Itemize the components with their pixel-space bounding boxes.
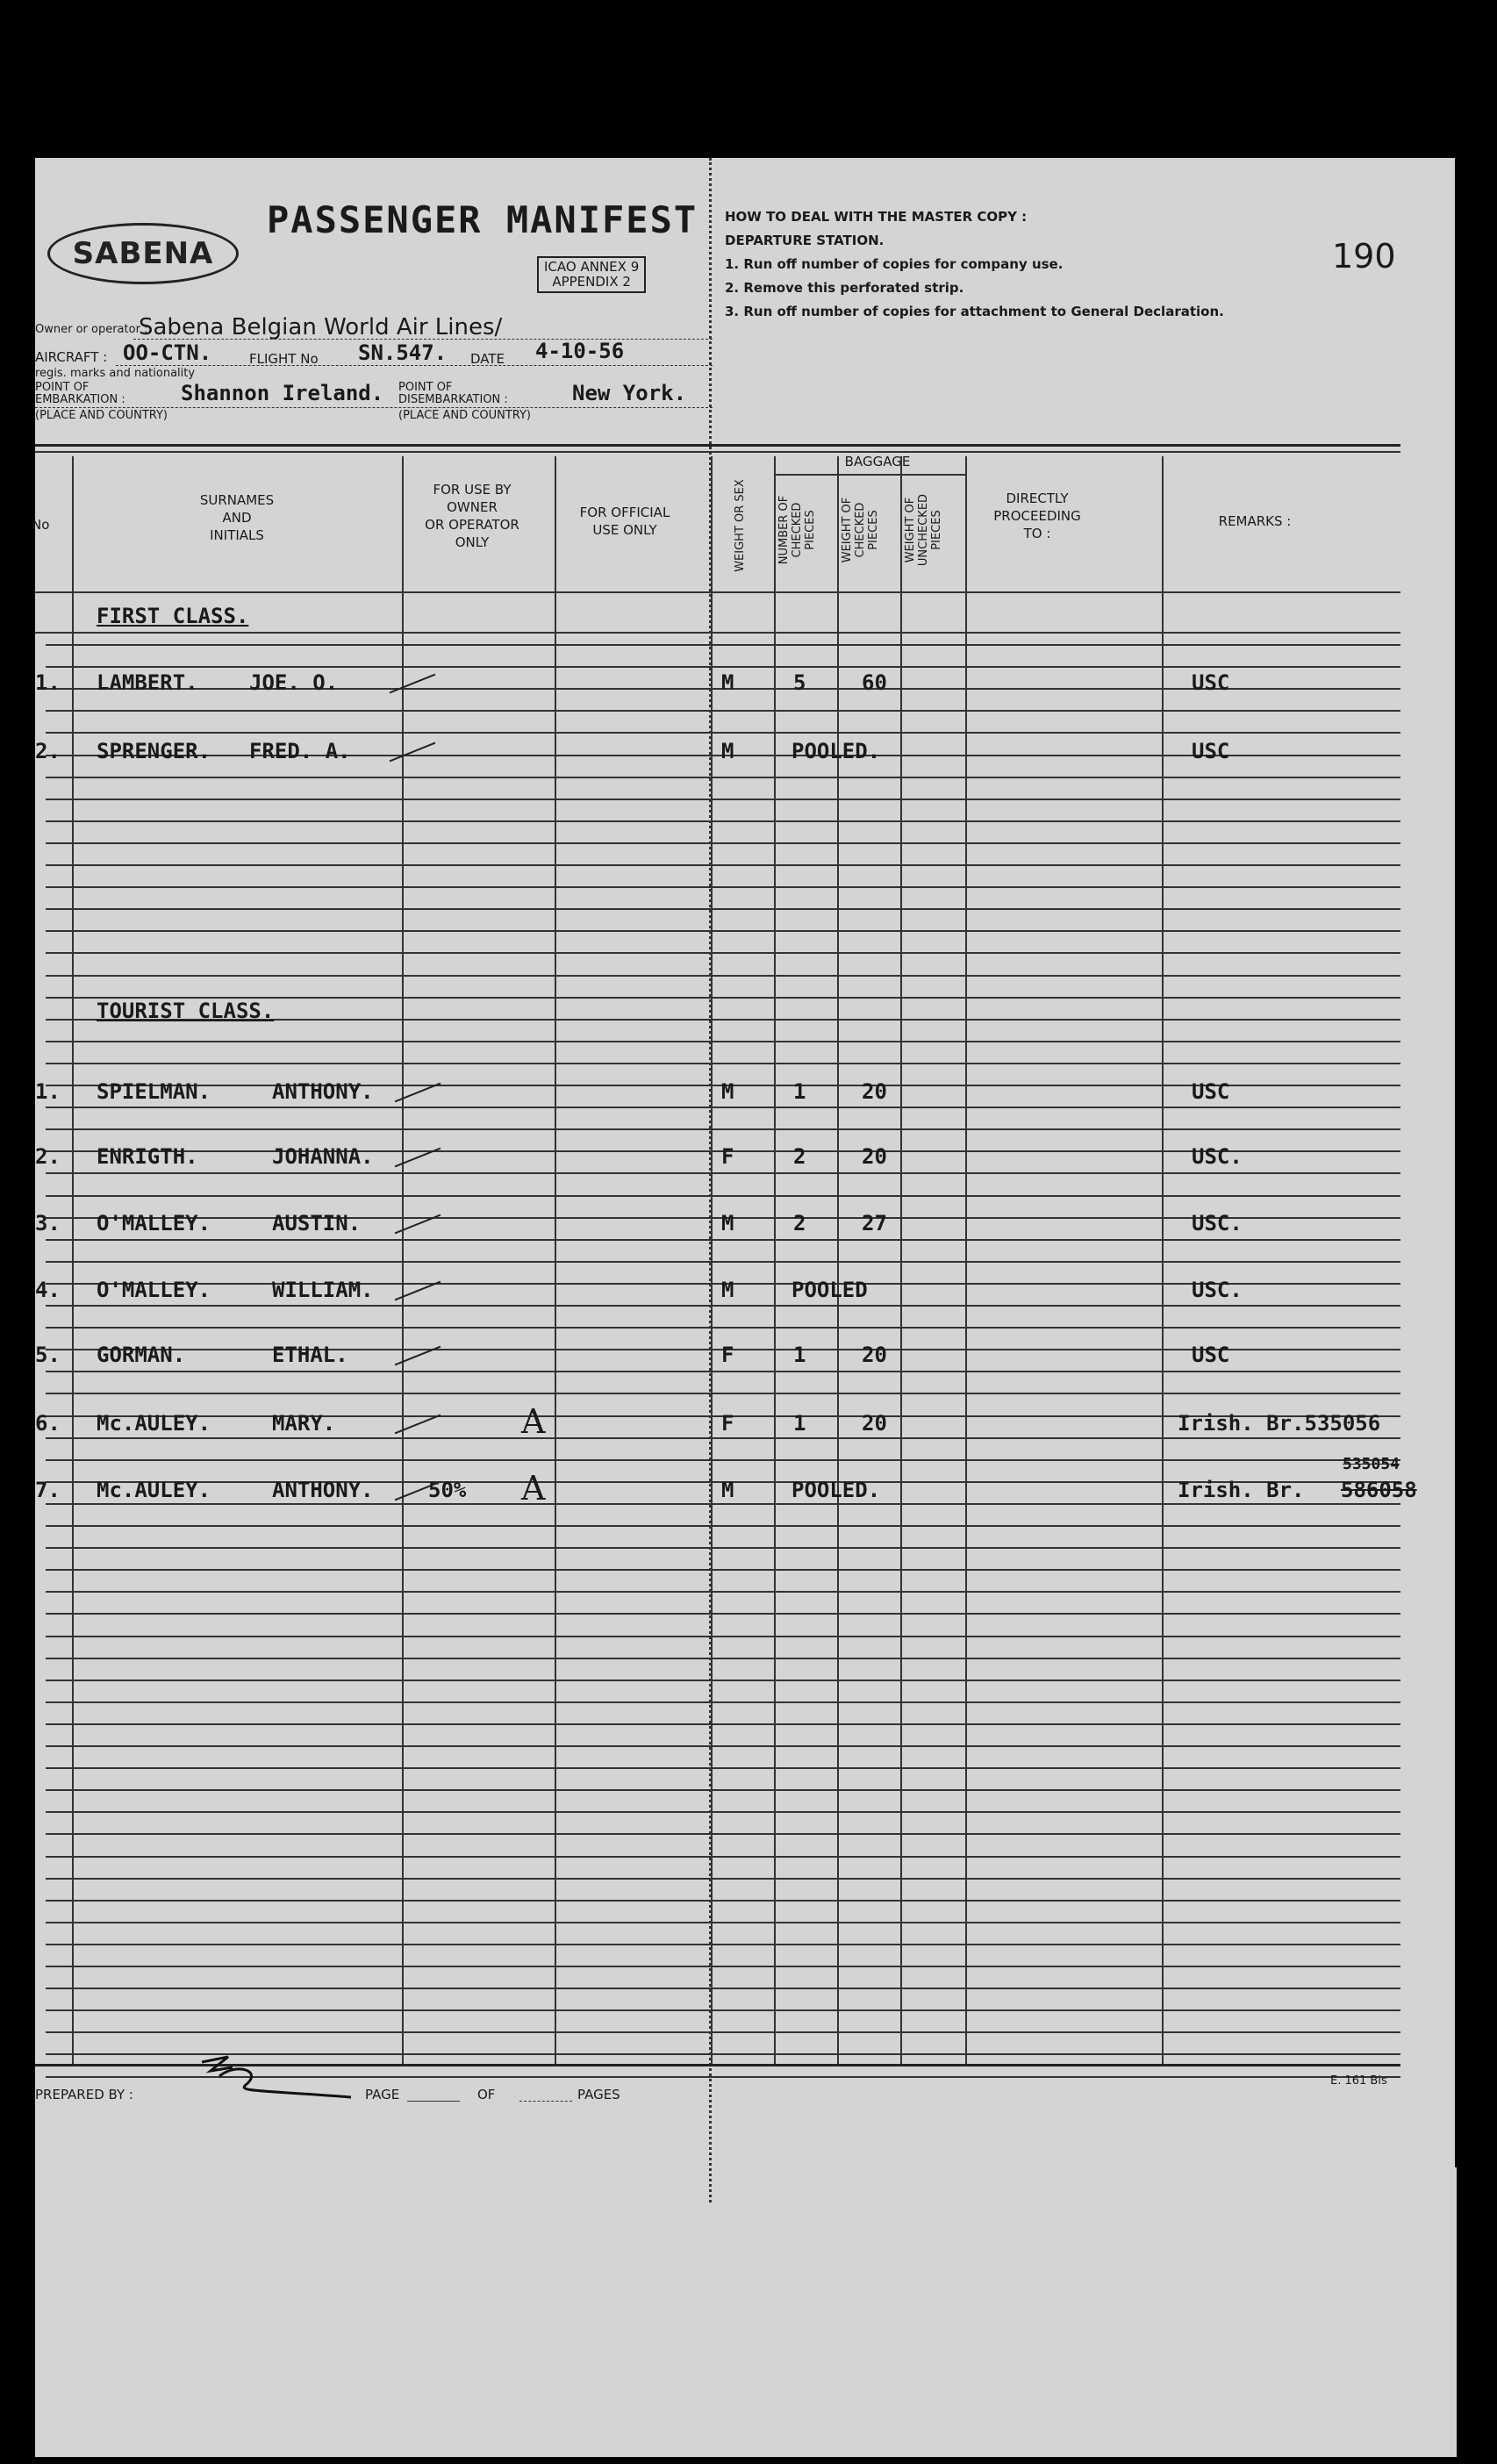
passenger-sex: M [721, 1079, 734, 1104]
passenger-given-name: WILLIAM. [272, 1278, 374, 1302]
disembark-label-2: DISEMBARKATION : [398, 393, 508, 406]
flight-value: SN.547. [358, 340, 448, 365]
passenger-no: 5. [35, 1343, 61, 1367]
passenger-surname: ENRIGTH. [97, 1144, 198, 1169]
instructions-heading: HOW TO DEAL WITH THE MASTER COPY : [725, 209, 1028, 225]
instructions-step-2: 2. Remove this perforated strip. [725, 280, 964, 296]
row-rule [46, 886, 1400, 888]
section-rule [35, 632, 1400, 634]
row-rule [46, 710, 1400, 712]
section-tourist-class: TOURIST CLASS. [97, 999, 275, 1023]
embark-label-1: POINT OF [35, 381, 90, 394]
page-label: PAGE [365, 2087, 400, 2102]
passenger-sex: F [721, 1411, 734, 1436]
column-rule [774, 456, 776, 2064]
passenger-remarks: USC. [1192, 1211, 1243, 1236]
operator-label: Owner or operator : [35, 323, 148, 336]
passenger-given-name: JOHANNA. [272, 1144, 374, 1169]
form-code: E. 161 Bis [1330, 2074, 1387, 2088]
row-rule [46, 1745, 1400, 1747]
passenger-remarks: Irish. Br. [1178, 1478, 1305, 1502]
aircraft-value: OO-CTN. [123, 340, 212, 365]
baggage-weight: 27 [862, 1211, 887, 1236]
section-rule [35, 591, 1400, 593]
annex-box [537, 256, 646, 293]
row-rule [46, 908, 1400, 910]
baggage-pieces: 2 [793, 1211, 806, 1236]
col-surnames: SURNAMES AND INITIALS [199, 492, 275, 543]
row-rule [46, 799, 1400, 800]
row-rule [46, 1041, 1400, 1042]
passenger-no: 1. [35, 670, 61, 695]
passenger-surname: LAMBERT. [97, 670, 198, 695]
row-rule [46, 1371, 1400, 1372]
passenger-given-name: AUSTIN. [272, 1211, 362, 1236]
disembark-label-1: POINT OF [398, 381, 453, 394]
passenger-sex: M [721, 1211, 734, 1236]
paper-edge [1395, 2167, 1457, 2457]
passenger-sex: F [721, 1144, 734, 1169]
passenger-surname: Mc.AULEY. [97, 1478, 211, 1502]
page-title: PASSENGER MANIFEST [267, 198, 698, 241]
operator-value: Sabena Belgian World Air Lines/ [139, 314, 503, 340]
passenger-no: 4. [35, 1278, 61, 1302]
row-rule [46, 644, 1400, 646]
embark-sub: (PLACE AND COUNTRY) [35, 409, 168, 422]
row-rule [46, 777, 1400, 778]
baggage-weight: 20 [862, 1343, 887, 1367]
passenger-sex: M [721, 670, 734, 695]
passenger-sex: M [721, 739, 734, 763]
row-rule [46, 820, 1400, 822]
col-directly: DIRECTLY PROCEEDING TO : [993, 491, 1081, 541]
date-value: 4-10-56 [535, 339, 625, 363]
check-mark [390, 674, 436, 694]
column-rule [402, 456, 404, 2064]
baggage-pooled: POOLED. [791, 739, 881, 763]
passenger-no: 6. [35, 1411, 61, 1436]
flight-label: FLIGHT No [249, 351, 319, 367]
baggage-weight: 60 [862, 670, 887, 695]
baggage-pieces: 1 [793, 1411, 806, 1436]
disembark-sub: (PLACE AND COUNTRY) [398, 409, 532, 422]
row-rule [46, 1636, 1400, 1637]
passenger-given-name: MARY. [272, 1411, 336, 1436]
passenger-remarks: USC [1192, 670, 1230, 695]
row-rule [46, 930, 1400, 932]
official-mark: A [521, 1469, 546, 1508]
row-rule [46, 1261, 1400, 1263]
disembark-value: New York. [572, 381, 687, 405]
passenger-remarks: USC. [1192, 1144, 1243, 1169]
row-rule [46, 1680, 1400, 1681]
col-owner: FOR USE BY OWNER OR OPERATOR ONLY [425, 482, 519, 550]
row-rule [46, 1988, 1400, 1989]
passenger-given-name: JOE. O. [249, 670, 339, 695]
page-number: 190 [1332, 237, 1396, 276]
row-rule [46, 1856, 1400, 1858]
passenger-surname: SPRENGER. [97, 739, 211, 763]
check-mark [390, 742, 436, 763]
col-baggage: BAGGAGE [844, 454, 911, 469]
instructions [725, 205, 1224, 324]
column-rule [837, 456, 839, 2064]
baggage-weight: 20 [862, 1411, 887, 1436]
row-rule [46, 1701, 1400, 1703]
column-rule [1162, 456, 1164, 2064]
col-no: No [32, 517, 50, 533]
row-rule [46, 1591, 1400, 1593]
baggage-weight: 20 [862, 1144, 887, 1169]
row-rule [46, 975, 1400, 977]
row-rule [46, 1437, 1400, 1439]
baggage-rule [774, 474, 965, 476]
row-rule [46, 1547, 1400, 1549]
passenger-remarks: USC. [1192, 1278, 1243, 1302]
row-rule [46, 1128, 1400, 1130]
instructions-step-1: 1. Run off number of copies for company use. [725, 256, 1064, 272]
passenger-remarks: USC [1192, 1079, 1230, 1104]
passenger-sex: F [721, 1343, 734, 1367]
col-remarks: REMARKS : [1218, 513, 1292, 529]
row-rule [46, 1878, 1400, 1880]
signature-image [184, 2036, 377, 2106]
row-rule [46, 1944, 1400, 1945]
column-rule [555, 456, 556, 2064]
prepared-label: PREPARED BY : [35, 2087, 133, 2102]
row-rule [46, 1833, 1400, 1835]
row-rule [46, 1525, 1400, 1527]
embark-value: Shannon Ireland. [181, 381, 384, 405]
passenger-given-name: ANTHONY. [272, 1478, 374, 1502]
row-rule [46, 1613, 1400, 1615]
row-rule [46, 2009, 1400, 2011]
row-rule [46, 952, 1400, 954]
passenger-surname: O'MALLEY. [97, 1211, 211, 1236]
remarks-above: 535054 [1343, 1455, 1400, 1473]
baggage-pieces: 1 [793, 1343, 806, 1367]
row-rule [46, 1767, 1400, 1769]
passenger-surname: O'MALLEY. [97, 1278, 211, 1302]
passenger-given-name: ETHAL. [272, 1343, 348, 1367]
row-rule [46, 864, 1400, 866]
column-rule [72, 456, 74, 2064]
passenger-surname: SPIELMAN. [97, 1079, 211, 1104]
col-wt-checked: WEIGHT OF CHECKED PIECES [841, 497, 880, 563]
row-rule [46, 1503, 1400, 1505]
row-rule [46, 1195, 1400, 1197]
row-rule [46, 666, 1400, 668]
pages-label: PAGES [577, 2087, 620, 2102]
regis-label: regis. marks and nationality [35, 367, 196, 380]
passenger-remarks: USC [1192, 739, 1230, 763]
passenger-surname: GORMAN. [97, 1343, 186, 1367]
passenger-remarks: Irish. Br.535056 [1178, 1411, 1381, 1436]
baggage-weight: 20 [862, 1079, 887, 1104]
official-mark: A [521, 1402, 546, 1441]
row-rule [46, 1393, 1400, 1394]
owner-note: 50% [428, 1478, 467, 1502]
passenger-no: 3. [35, 1211, 61, 1236]
row-rule [46, 842, 1400, 844]
row-rule [46, 1922, 1400, 1923]
col-weight-sex: WEIGHT OR SEX [734, 479, 747, 572]
passenger-given-name: ANTHONY. [272, 1079, 374, 1104]
row-rule [46, 1569, 1400, 1571]
aircraft-label: AIRCRAFT : [35, 349, 108, 365]
passenger-no: 7. [35, 1478, 61, 1502]
baggage-pieces: 5 [793, 670, 806, 695]
passenger-no: 2. [35, 739, 61, 763]
row-rule [46, 1239, 1400, 1241]
baggage-pooled: POOLED [791, 1278, 868, 1302]
baggage-pooled: POOLED. [791, 1478, 881, 1502]
sabena-logo: SABENA [47, 223, 239, 284]
baggage-pieces: 2 [793, 1144, 806, 1169]
section-first-class: FIRST CLASS. [97, 604, 249, 628]
passenger-no: 1. [35, 1079, 61, 1104]
row-rule [46, 1789, 1400, 1791]
embark-label-2: EMBARKATION : [35, 393, 125, 406]
instructions-station: DEPARTURE STATION. [725, 233, 885, 248]
row-rule [46, 1658, 1400, 1659]
row-rule [46, 1172, 1400, 1174]
column-rule [711, 456, 713, 2064]
passenger-given-name: FRED. A. [249, 739, 351, 763]
col-official: FOR OFFICIAL USE ONLY [579, 505, 670, 538]
passenger-surname: Mc.AULEY. [97, 1411, 211, 1436]
row-rule [46, 1305, 1400, 1307]
manifest-sheet [32, 158, 1455, 2457]
date-label: DATE [470, 351, 505, 367]
row-rule [46, 1900, 1400, 1902]
row-rule [46, 1327, 1400, 1329]
column-rule [900, 456, 902, 2064]
row-rule [46, 1063, 1400, 1064]
row-rule [46, 1107, 1400, 1108]
baggage-pieces: 1 [793, 1079, 806, 1104]
row-rule [46, 2031, 1400, 2033]
annex-line-1: ICAO ANNEX 9 [544, 259, 640, 275]
remarks-struck: 586058 [1341, 1478, 1417, 1502]
col-wt-unchecked: WEIGHT OF UNCHECKED PIECES [904, 493, 943, 567]
of-label: OF [477, 2087, 496, 2102]
annex-line-2: APPENDIX 2 [552, 274, 631, 290]
col-num-checked: NUMBER OF CHECKED PIECES [777, 495, 817, 565]
instructions-step-3: 3. Run off number of copies for attachment to General Declaration. [725, 304, 1224, 319]
row-rule [46, 732, 1400, 734]
passenger-sex: M [721, 1278, 734, 1302]
row-rule [46, 1459, 1400, 1461]
row-rule [46, 1723, 1400, 1725]
column-rule [965, 456, 967, 2064]
passenger-remarks: USC [1192, 1343, 1230, 1367]
passenger-sex: M [721, 1478, 734, 1502]
row-rule [46, 1811, 1400, 1813]
row-rule [46, 1966, 1400, 1967]
passenger-no: 2. [35, 1144, 61, 1169]
